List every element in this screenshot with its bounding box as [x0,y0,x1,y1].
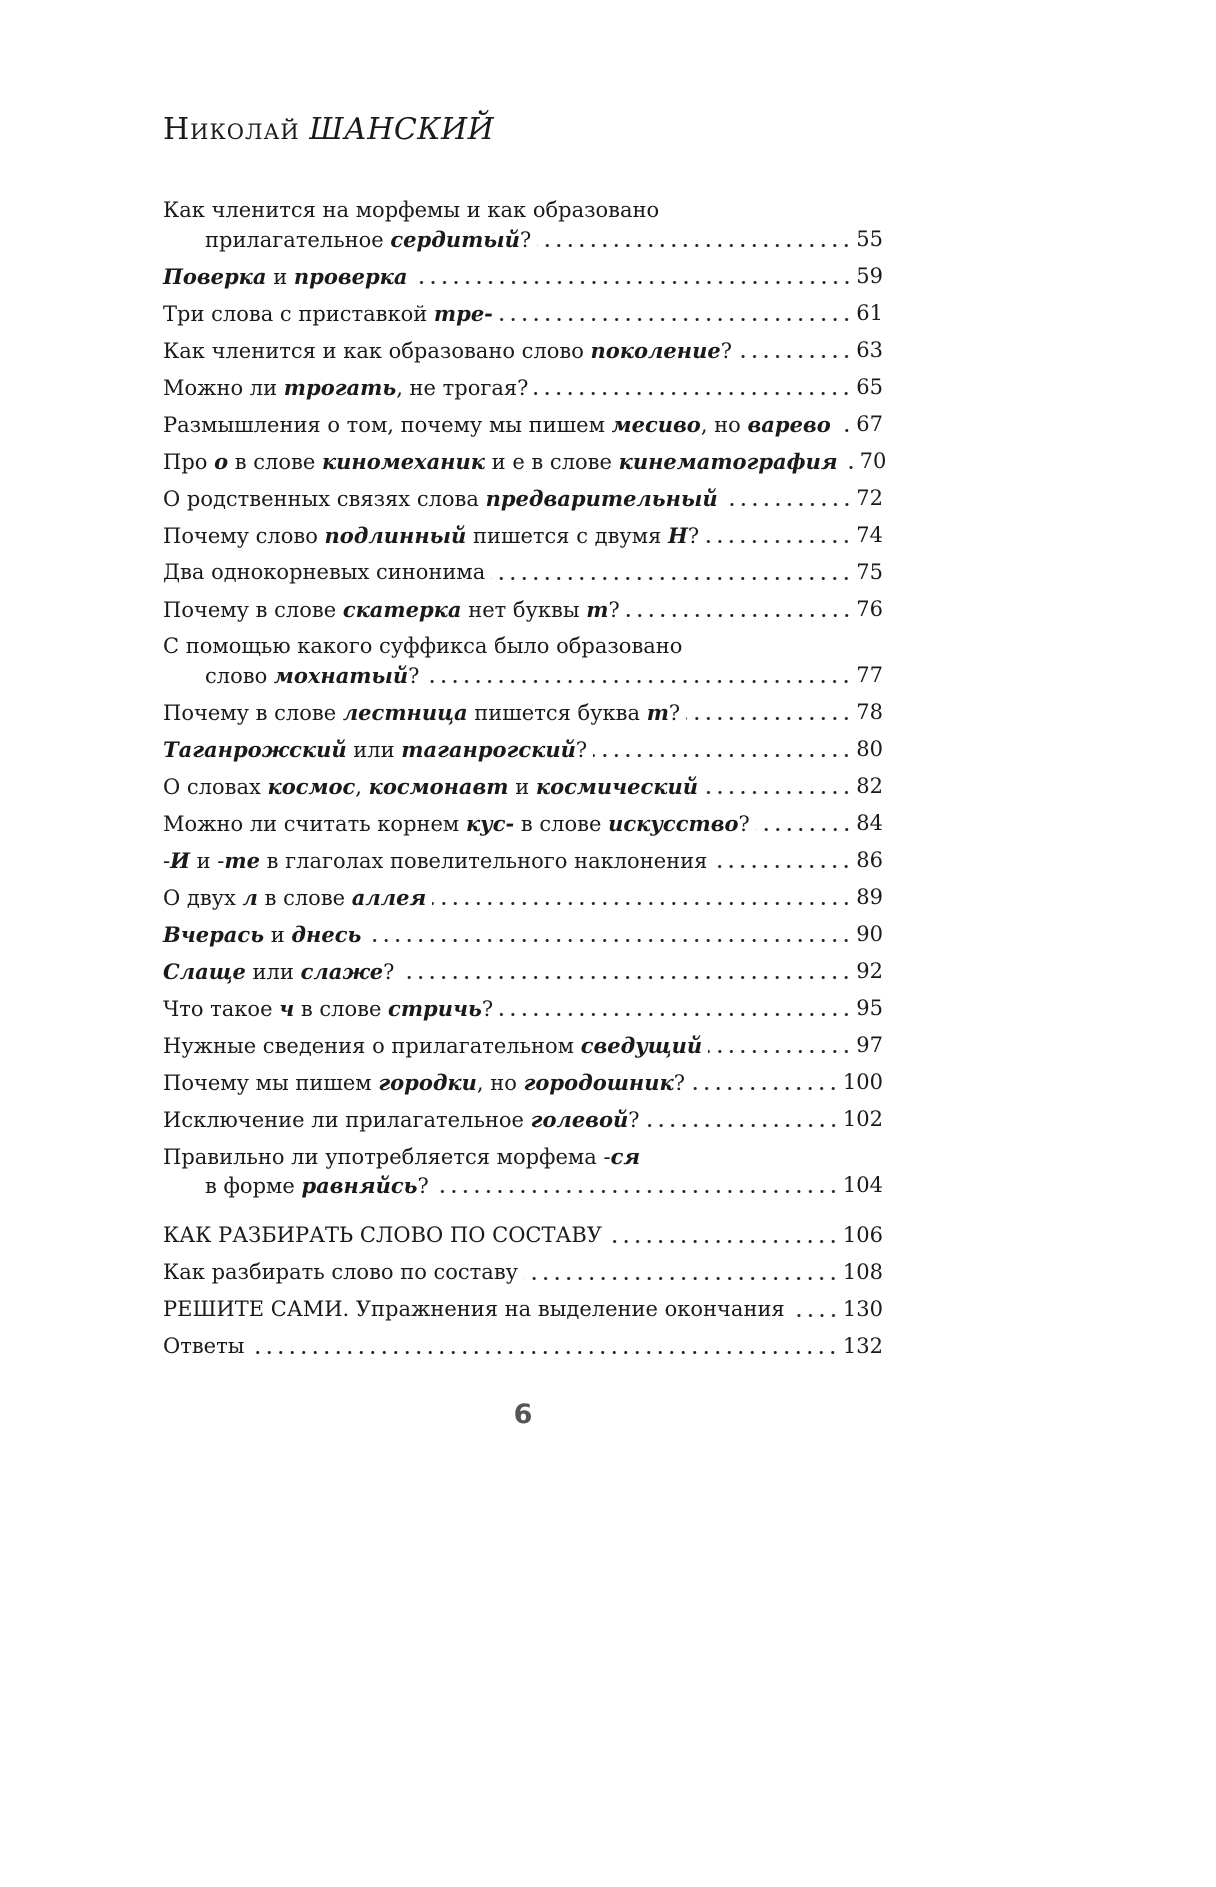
toc-entry-title [163,558,485,587]
toc-entry [163,1258,883,1287]
emphasized-word: Слаще [163,959,246,984]
toc-entry [163,558,883,587]
toc-entry-line [163,632,883,661]
toc-entry-title [163,994,493,1023]
toc-page-number: 82 [856,774,883,798]
toc-page-number: 130 [842,1297,883,1321]
dot-leader [704,772,852,801]
dot-leader [435,1171,839,1200]
toc-page-number: 77 [856,663,883,687]
title-text: Как разбирать слово по составу [163,1260,519,1284]
toc-entry [163,1221,883,1250]
title-text: в слове [228,450,322,474]
title-text: в слове [514,812,609,836]
toc-page-number: 65 [856,375,883,399]
dot-leader [593,735,852,764]
toc-page-number: 78 [856,700,883,724]
dot-leader [491,558,852,587]
toc-entry [163,1031,883,1060]
toc-page-number: 80 [856,737,883,761]
dot-leader [626,595,853,624]
title-text: , не трогая? [396,376,529,400]
toc-page-number: 59 [856,264,883,288]
title-text: пишется буква [467,701,647,725]
toc-entry [163,595,883,624]
title-text: Про [163,450,215,474]
title-text: Почему в слове [163,598,343,622]
toc-entry-title [163,698,680,727]
toc-entry-line [163,336,883,365]
title-text: в глаголах повелительного наклонения [260,849,708,873]
toc-entry-line [163,225,883,254]
toc-entry-line [163,1171,883,1200]
toc-page-number: 61 [856,301,883,325]
toc-entry-line [163,1332,883,1361]
emphasized-word: Вчерась [163,922,265,947]
table-of-contents [163,196,887,1369]
toc-entry [163,373,883,402]
emphasized-word: месиво [611,412,701,437]
toc-page-number: 97 [856,1033,883,1057]
toc-page-number: 55 [856,227,883,251]
title-text: Почему в слове [163,701,343,725]
toc-entry-title [163,1068,685,1097]
toc-entry-title [163,957,394,986]
toc-entry-title [163,299,493,328]
toc-entry-title [163,1221,602,1250]
toc-entry-line [163,994,883,1023]
toc-group [163,1258,883,1361]
title-text: ? [668,701,681,725]
toc-entry-line [163,595,883,624]
emphasized-word: т [646,700,669,725]
emphasized-word: о [214,449,229,474]
emphasized-word: таганрогский [401,737,576,762]
title-text: ? [687,524,700,548]
author-last-name: ШАНСКИЙ [309,112,495,147]
toc-page-number: 104 [842,1173,883,1197]
dot-leader [691,1068,839,1097]
title-text: ? [628,1108,640,1132]
toc-entry [163,447,887,476]
toc-entry [163,484,883,513]
toc-entry-line [163,521,883,550]
toc-entry-title [205,225,531,254]
toc-entry-title [163,484,718,513]
toc-entry-title [163,447,838,476]
emphasized-word: предварительный [485,486,718,511]
emphasized-word: Таганрожский [163,737,347,762]
toc-entry [163,1105,883,1134]
toc-group [163,1221,883,1250]
toc-entry [163,299,883,328]
toc-entry-line [163,373,883,402]
title-text: ? [481,997,494,1021]
toc-entry [163,336,883,365]
emphasized-word: варево [747,412,831,437]
emphasized-word: Н [668,523,688,548]
running-head [163,112,494,148]
dot-leader [367,920,852,949]
dot-leader [724,484,853,513]
emphasized-word: аллея [351,885,427,910]
toc-page-number: 108 [842,1260,883,1284]
toc-page-number: 100 [842,1070,883,1094]
title-text: и [264,923,292,947]
toc-entry-title [205,1171,429,1200]
title-text: и [508,775,536,799]
toc-page-number: 67 [856,412,883,436]
toc-entry-line [163,447,887,476]
toc-entry-title [163,410,831,439]
toc-entry-line [163,1068,883,1097]
title-text: Ответы [163,1334,245,1358]
dot-leader [499,299,852,328]
dot-leader [791,1295,839,1324]
emphasized-word: те [224,848,260,873]
emphasized-word: стричь [388,996,482,1021]
dot-leader [537,225,852,254]
emphasized-word: ч [279,996,295,1021]
toc-entry-line [163,196,883,225]
toc-group [163,196,887,1200]
toc-entry-title [163,336,732,365]
toc-page-number: 76 [856,597,883,621]
title-text: С помощью какого суффикса было образовано [163,634,683,658]
title-text: Можно ли [163,376,284,400]
toc-page-number: 63 [856,338,883,362]
toc-entry-line [163,1031,883,1060]
dot-leader [756,809,853,838]
title-text: и е в слове [484,450,619,474]
emphasized-word: кус- [465,811,515,836]
dot-leader [414,262,853,291]
emphasized-word: Поверка [163,264,267,289]
dot-leader [708,1031,852,1060]
toc-entry-title [163,262,408,291]
emphasized-word: трогать [283,375,397,400]
toc-page-number: 84 [856,811,883,835]
toc-entry-title [163,735,587,764]
emphasized-word: городошник [523,1070,674,1095]
title-text: , но [476,1071,524,1095]
title-text: ? [738,812,750,836]
toc-entry-title [163,196,659,225]
title-text: РЕШИТЕ САМИ. Упражнения на выделение окончания [163,1297,785,1321]
emphasized-word: равняйсь [301,1173,418,1198]
title-text: и - [189,849,225,873]
toc-entry-line [163,1105,883,1134]
title-text: ? [608,598,620,622]
emphasized-word: мохнатый [273,663,409,688]
emphasized-word: сердитый [390,227,520,252]
emphasized-word: подлинный [324,523,467,548]
toc-entry-line [163,410,883,439]
dot-leader [646,1105,839,1134]
toc-entry-title [163,846,707,875]
toc-page-number: 132 [842,1334,883,1358]
toc-entry-line [163,1221,883,1250]
toc-page-number: 70 [859,449,887,473]
toc-entry-line [163,299,883,328]
title-text: Почему мы пишем [163,1071,379,1095]
toc-entry-line [163,809,883,838]
toc-page-number: 75 [856,560,883,584]
toc-entry-title [163,772,698,801]
toc-entry [163,698,883,727]
title-text: ? [673,1071,685,1095]
title-text: Три слова с приставкой [163,302,434,326]
toc-entry [163,735,883,764]
emphasized-word: городки [378,1070,477,1095]
toc-entry [163,809,883,838]
emphasized-word: скатерка [342,597,462,622]
dot-leader [524,1258,839,1287]
toc-entry [163,196,883,254]
toc-entry-line [163,558,883,587]
emphasized-word: голевой [530,1107,629,1132]
toc-page-number: 95 [856,996,883,1020]
emphasized-word: И [170,848,190,873]
title-text: Как членится на морфемы и как образовано [163,198,660,222]
toc-entry [163,846,883,875]
title-text: КАК РАЗБИРАТЬ СЛОВО ПО СОСТАВУ [163,1223,603,1247]
toc-entry-title [163,920,361,949]
toc-entry [163,262,883,291]
title-text: пишется с двумя [466,524,669,548]
toc-entry-title [163,1258,518,1287]
toc-entry-line [163,920,883,949]
toc-entry [163,957,883,986]
title-text: ? [575,738,588,762]
emphasized-word: космический [535,774,699,799]
dot-leader [534,373,852,402]
dot-leader [250,1332,838,1361]
dot-leader [432,883,852,912]
title-text: ? [417,1174,429,1198]
title-text: Исключение ли прилагательное [163,1108,531,1132]
toc-entry-title [163,1295,785,1324]
title-text: Как членится и как образовано слово [163,339,591,363]
emphasized-word: слаже [300,959,384,984]
dot-leader [608,1221,839,1250]
title-text: или [245,960,301,984]
toc-entry-line [163,957,883,986]
title-text: в форме [205,1174,302,1198]
toc-entry-title [163,1142,640,1171]
toc-entry-title [163,883,426,912]
toc-entry-title [163,595,620,624]
toc-entry-line [163,846,883,875]
toc-entry-line [163,698,883,727]
emphasized-word: днесь [291,922,362,947]
title-text: прилагательное [205,228,391,252]
emphasized-word: лестница [342,700,468,725]
toc-entry-line [163,1258,883,1287]
emphasized-word: искусство [608,811,739,836]
emphasized-word: космос [267,774,356,799]
title-text: , [355,775,369,799]
title-text: О родственных связях слова [163,487,486,511]
title-text: О словах [163,775,268,799]
toc-entry-title [163,373,528,402]
toc-entry-title [163,632,682,661]
toc-entry-title [163,521,699,550]
toc-page-number: 92 [856,959,883,983]
toc-page-number: 102 [842,1107,883,1131]
title-text: в слове [257,886,352,910]
emphasized-word: космонавт [368,774,509,799]
title-text: - [163,849,171,873]
toc-entry-line [163,883,883,912]
toc-entry [163,632,883,690]
toc-entry [163,1142,883,1200]
title-text: и [266,265,294,289]
toc-entry-line [163,262,883,291]
dot-leader [499,994,852,1023]
emphasized-word: кинематография [618,449,838,474]
title-text: Нужные сведения о прилагательном [163,1034,581,1058]
emphasized-word: проверка [293,264,408,289]
toc-entry-line [163,484,883,513]
title-text: О двух [163,886,243,910]
toc-entry-title [163,1105,640,1134]
title-text: Можно ли считать корнем [163,812,466,836]
toc-entry-line [163,1142,883,1171]
title-text: или [346,738,402,762]
title-text: нет буквы [461,598,587,622]
title-text: ? [383,960,395,984]
toc-page-number: 72 [856,486,883,510]
dot-leader [844,447,856,476]
title-text: ? [408,664,420,688]
dot-leader [705,521,852,550]
toc-entry-line [163,1295,883,1324]
emphasized-word: киномеханик [321,449,485,474]
emphasized-word: ся [610,1144,641,1169]
toc-entry [163,994,883,1023]
toc-entry-line [163,661,883,690]
emphasized-word: сведущий [580,1033,703,1058]
toc-entry-title [163,809,750,838]
toc-entry-line [163,772,883,801]
toc-entry-title [205,661,419,690]
toc-page-number: 90 [856,922,883,946]
dot-leader [400,957,852,986]
dot-leader [837,410,853,439]
title-text: Два однокорневых синонима [163,560,486,584]
toc-entry [163,521,883,550]
toc-entry [163,883,883,912]
dot-leader [686,698,852,727]
toc-page-number: 86 [856,848,883,872]
emphasized-word: поколение [590,338,721,363]
toc-entry [163,920,883,949]
title-text: , но [700,413,748,437]
toc-entry [163,1295,883,1324]
toc-page-number: 74 [856,523,883,547]
title-text: ? [519,228,532,252]
toc-entry [163,1332,883,1361]
toc-entry [163,1068,883,1097]
emphasized-word: л [242,885,258,910]
title-text: Почему слово [163,524,325,548]
dot-leader [738,336,852,365]
toc-entry [163,772,883,801]
title-text: в слове [294,997,389,1021]
dot-leader [425,661,852,690]
toc-entry [163,410,883,439]
toc-entry-line [163,735,883,764]
toc-entry-title [163,1332,244,1361]
page-number: 6 [513,1399,533,1430]
emphasized-word: т [586,597,609,622]
toc-entry-title [163,1031,702,1060]
title-text: слово [205,664,274,688]
toc-page-number: 106 [842,1223,883,1247]
author-first-name: Николай [163,112,300,147]
title-text: Размышления о том, почему мы пишем [163,413,612,437]
toc-page-number: 89 [856,885,883,909]
dot-leader [713,846,852,875]
title-text: Правильно ли употребляется морфема - [163,1145,611,1169]
title-text: ? [720,339,732,363]
emphasized-word: тре- [433,301,493,326]
title-text: Что такое [163,997,280,1021]
